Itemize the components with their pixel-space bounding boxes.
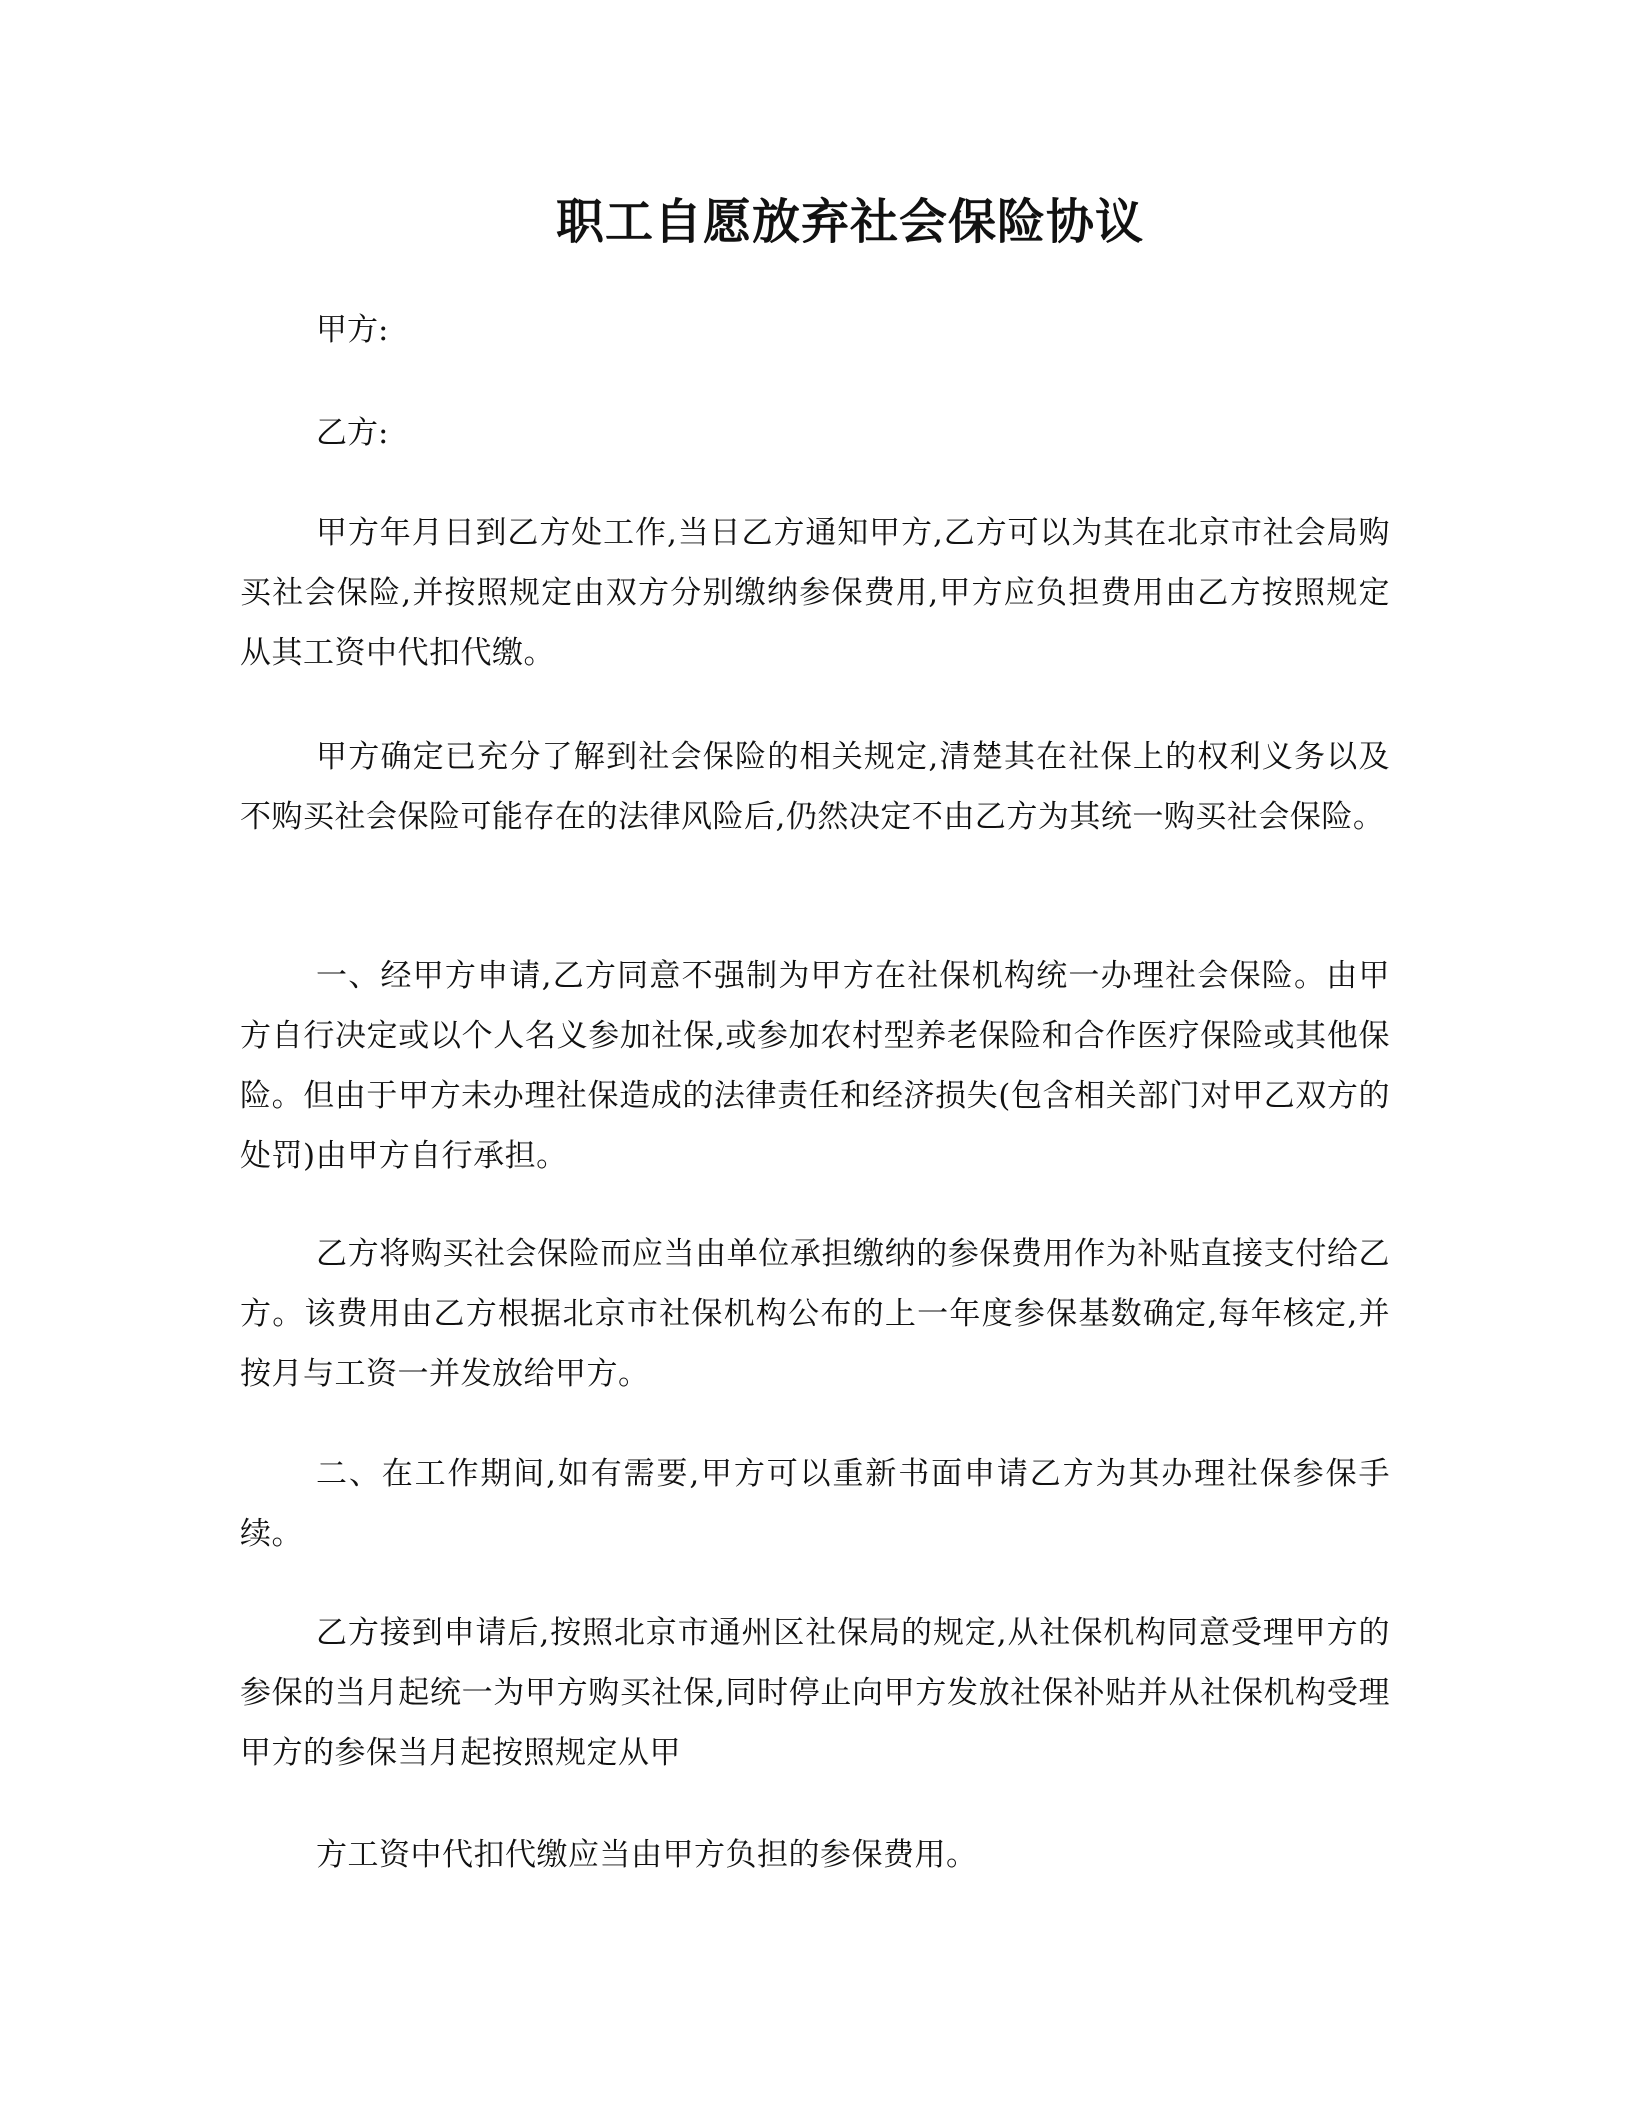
paragraph-1: 甲方年月日到乙方处工作,当日乙方通知甲方,乙方可以为其在北京市社会局购买社会保险,并按照规定由双方分别缴纳参保费用,甲方应负担费用由乙方按照规定从其工资中代扣代缴。: [240, 515, 1390, 671]
document-title: 职工自愿放弃社会保险协议: [555, 194, 1144, 250]
party-b-label: 乙方:: [316, 415, 389, 451]
paragraph-3: 一、经甲方申请,乙方同意不强制为甲方在社保机构统一办理社会保险。由甲方自行决定或以个人名义参加社保,或参加农村型养老保险和合作医疗保险或其他保险。但由于甲方未办理社保造成的法律责任和经济损失(包含相关部门对甲乙双方的处罚)由甲方自行承担。: [240, 958, 1390, 1174]
paragraph-2: 甲方确定已充分了解到社会保险的相关规定,清楚其在社保上的权利义务以及不购买社会保险可能存在的法律风险后,仍然决定不由乙方为其统一购买社会保险。: [240, 739, 1390, 835]
paragraph-6: 乙方接到申请后,按照北京市通州区社保局的规定,从社保机构同意受理甲方的参保的当月起统一为甲方购买社保,同时停止向甲方发放社保补贴并从社保机构受理甲方的参保当月起按照规定从甲: [240, 1615, 1390, 1771]
paragraph-5: 二、在工作期间,如有需要,甲方可以重新书面申请乙方为其办理社保参保手续。: [240, 1456, 1390, 1552]
party-a-label: 甲方:: [316, 312, 389, 348]
paragraph-7: 方工资中代扣代缴应当由甲方负担的参保费用。: [316, 1837, 978, 1873]
paragraph-4: 乙方将购买社会保险而应当由单位承担缴纳的参保费用作为补贴直接支付给乙方。该费用由乙方根据北京市社保机构公布的上一年度参保基数确定,每年核定,并按月与工资一并发放给甲方。: [240, 1236, 1390, 1392]
